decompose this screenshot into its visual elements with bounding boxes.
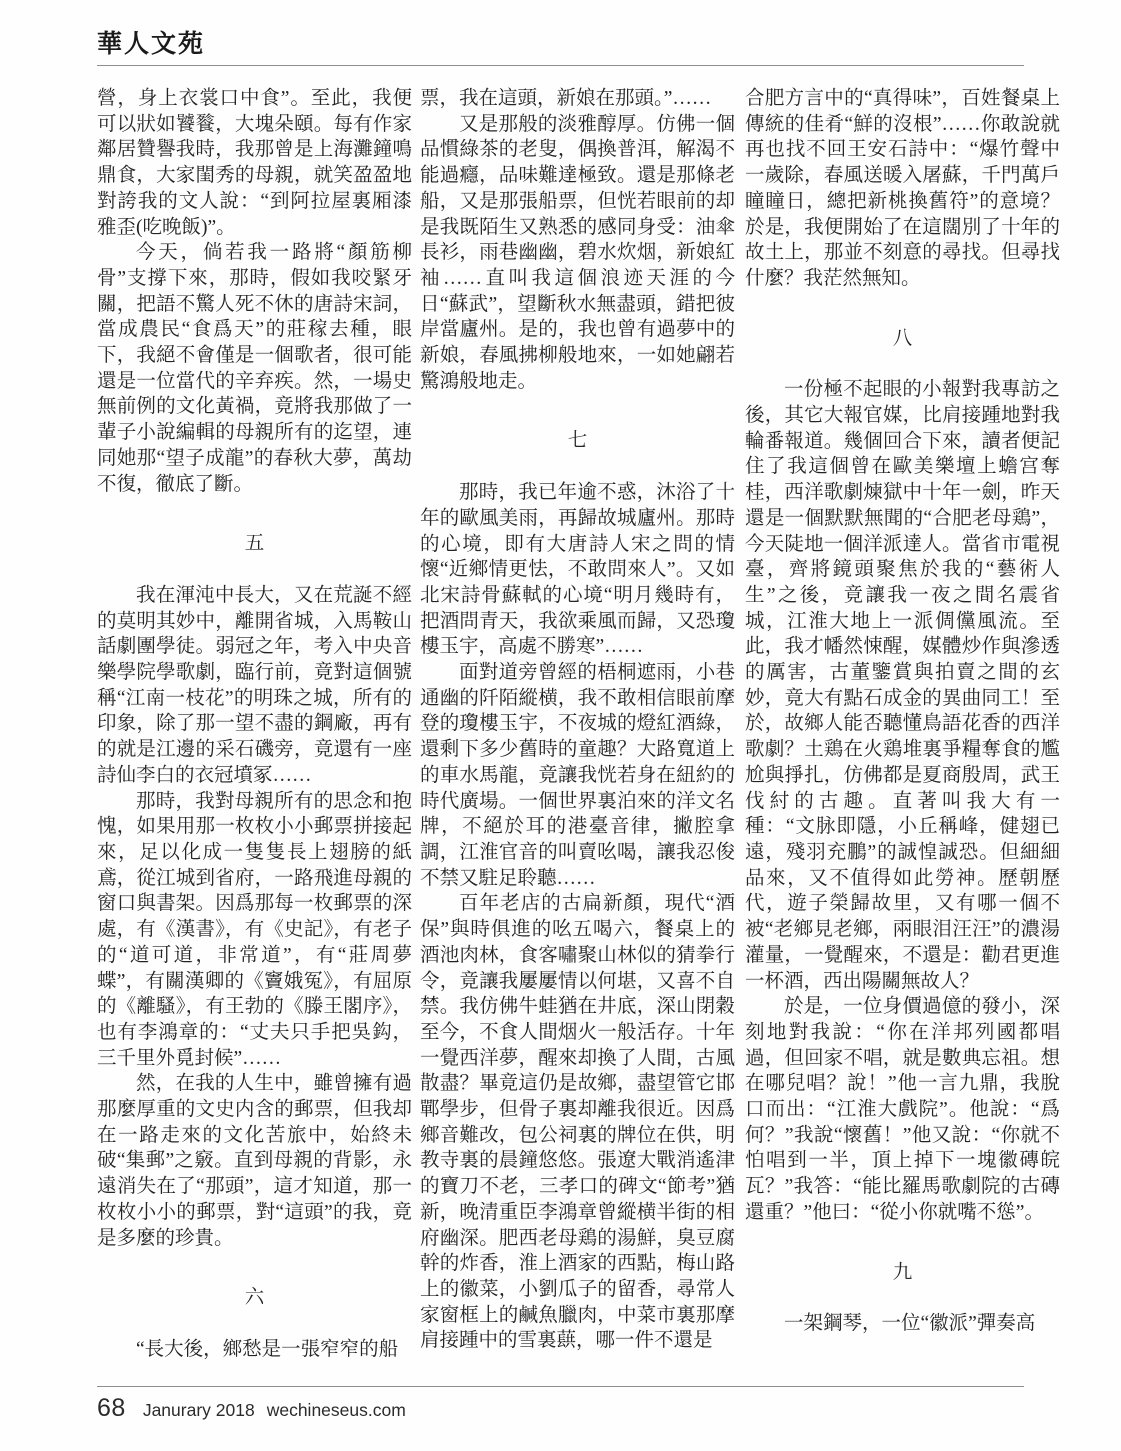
body-paragraph: 那時，我對母親所有的思念和抱愧，如果用那一枚枚小小郵票拼接起來，足以化成一隻隻長上翅膀的紙鳶，從江城到省府，一路飛進母親的窗口與書架。因爲那每一枚郵票的深處，有《漢書》，有《史記》，有老子的“道可道，非常道”，有“莊周夢蝶”，有關漢卿的《竇娥冤》，有屈原的《離騷》，有王勃的《滕王閣序》，也有李鴻章的：“丈夫只手把吳鈎，三千里外覓封候”……: [97, 790, 412, 1069]
body-paragraph: 一份極不起眼的小報對我專訪之後，其它大報官媒，比肩接踵地對我輪番報道。幾個回合下來，讀者便記住了我這個曾在歐美樂壇上蟾宫奪桂，西洋歌劇煉獄中十年一劍，昨天還是一個默默無聞的“合肥老母鶏”，今天陡地一個洋派達人。當省市電視臺，齊將鏡頭聚焦於我的“藝術人生”之後，竟讓我一夜之間名震省城，江淮大地上一派倜儻風流。至此，我才幡然悚醒，媒體炒作與滲透的厲害，古董鑒賞與拍賣之間的玄妙，竟大有點石成金的異曲同工！至於，故鄉人能否聽懂鳥語花香的西洋歌劇？土鶏在火鶏堆裏爭糧奪食的尷尬與掙扎，仿佛都是夏商殷周，武王伐紂的古趣。直著叫我大有一種：“文脉即隱，小丘稱峰，健翅已遠，殘羽充鵬”的誠惶誠恐。但細細品來，又不值得如此勞神。歷朝歷代，遊子榮歸故里，又有哪一個不被“老鄉見老鄉，兩眼泪汪汪”的濃湯灌量，一覺醒來，不還是：勸君更進一杯酒，西出陽關無故人？: [745, 379, 1060, 992]
text-column-2: [420, 86, 735, 1354]
body-paragraph: 於是，一位身價過億的發小，深刻地對我說：“你在洋邦列國都唱過，但回家不唱，就是數典忘祖。想在哪兒唱？說！”他一言九鼎，我脫口而出：“江淮大戲院”。他說：“爲何？”我說“懷舊！”他又說：“你就不怕唱到一半，頂上掉下一塊徽磚皖瓦？”我答：“能比羅馬歌劇院的古磚還重？”他曰：“從小你就嘴不慫”。: [745, 996, 1060, 1223]
page-number: 68: [97, 1394, 126, 1422]
issue-date: Janurary 2018: [142, 1400, 255, 1420]
section-heading: 七: [567, 430, 588, 452]
body-paragraph: “長大後，鄉愁是一張窄窄的船: [136, 1338, 399, 1360]
section-heading: 八: [892, 327, 913, 349]
text-column-1: [97, 86, 412, 1363]
website-url: wechineseus.com: [266, 1400, 406, 1420]
body-paragraph: 我在渾沌中長大，又在荒誕不經的莫明其妙中，離開省城，入馬鞍山話劇團學徒。弱冠之年，考入中央音樂學院學歌劇，臨行前，竟對這個號稱“江南一枝花”的明珠之城，所有的印象，除了那一望不盡的鋼廠，再有的就是江邊的采石磯旁，竟還有一座詩仙李白的衣冠墳冢……: [97, 584, 412, 786]
section-heading: 五: [244, 533, 265, 555]
body-paragraph: 然，在我的人生中，雖曾擁有過那麼厚重的文史内含的郵票，但我却在一路走來的文化苦旅中，始終未破“集郵”之竅。直到母親的背影，永遠消失在了“那頭”，這才知道，那一枚枚小小的郵票，對“這頭”的我，竟是多麼的珍貴。: [97, 1073, 412, 1249]
body-paragraph: 百年老店的古扁新顏，現代“酒保”與時俱進的吆五喝六，餐桌上的酒池肉林，食客嘯聚山林似的猜拳行令，竟讓我屢屢情以何堪，又喜不自禁。我仿佛牛蛙猶在井底，深山閉穀至今，不食人間烟火一般活存。十年一覺西洋夢，醒來却換了人間，古風散盡？畢竟這仍是故鄉，盡望管它邯鄲學步，但骨子裏却離我很近。因爲鄉音難改，包公祠裏的牌位在供，明教寺裏的晨鐘悠悠。張遼大戰消遙津的寶刀不老，三孝口的碑文“節考”猶新，晚清重臣李鴻章曾縱横半街的相府幽深。肥西老母鶏的湯鮮，臭豆腐幹的炸香，淮上酒家的西點，梅山路上的徽菜，小劉瓜子的留香，尋常人家窗框上的鹹魚臘肉，中菜市裏那摩肩接踵中的雪裏蕻，哪一件不還是: [420, 893, 735, 1352]
text-column-3: [745, 86, 1060, 1337]
body-paragraph: 合肥方言中的“真得味”，百姓餐桌上傳統的佳肴“鮮的沒根”……你敢說就再也找不回王安石詩中：“爆竹聲中一歲除，春風送暖入屠蘇，千門萬戶瞳瞳日，總把新桃換舊符”的意境？於是，我便開始了在這闊別了十年的故土上，那並不刻意的尋找。但尋找什麼？我茫然無知。: [745, 88, 1060, 289]
body-paragraph: 營，身上衣裳口中食”。至此，我便可以狀如饕餮，大塊朵頤。每有作家鄰居贊譽我時，我那曾是上海灘鐘鳴鼎食，大家閨秀的母親，就笑盈盈地對誇我的文人說：“到阿拉屋裏厢漆雅歪(吃晚飯)”。: [97, 88, 412, 238]
masthead: [97, 32, 1024, 66]
section-heading: 九: [892, 1261, 913, 1283]
section-heading: 六: [244, 1287, 265, 1309]
body-paragraph: 今天，倘若我一路將“顏筋柳骨”支撐下來，那時，假如我咬緊牙關，把語不驚人死不休的唐詩宋詞，當成農民“食爲天”的莊稼去種，眼下，我絕不會僅是一個歌者，很可能還是一位當代的辛弃疾。然，一場史無前例的文化黃禍，竟將我那做了一輩子小說編輯的母親所有的迄望，連同她那“望子成龍”的春秋大夢，萬劫不復，徹底了斷。: [97, 242, 412, 495]
section-title: 華人文苑: [97, 30, 206, 58]
body-paragraph: 一架鋼琴，一位“徽派”彈奏高: [784, 1313, 1036, 1335]
body-paragraph: 那時，我已年逾不惑，沐浴了十年的歐風美雨，再歸故城廬州。那時的心境，即有大唐詩人宋之問的情懷“近鄉情更怯，不敢問來人”。又如北宋詩骨蘇軾的心境“明月幾時有，把酒問青天，我欲乘風而歸，又恐瓊樓玉宇，高處不勝寒”……: [420, 482, 735, 658]
page-footer: [97, 1386, 1024, 1423]
body-paragraph: 票，我在這頭，新娘在那頭。”……: [420, 88, 712, 109]
body-paragraph: 又是那般的淡雅醇厚。仿佛一個品慣綠茶的老叟，偶換普洱，解渴不能過癮，品味難達極致。還是那條老船，又是那張船票，但恍若眼前的却是我既陌生又熟悉的感同身受：油傘長衫，雨巷幽幽，碧水炊烟，新娘紅袖……直叫我這個浪迹天涯的今日“蘇武”，望斷秋水無盡頭，錯把彼岸當廬州。是的，我也曾有過夢中的新娘，春風拂柳般地來，一如她翩若驚鴻般地走。: [420, 113, 735, 392]
body-paragraph: 面對道旁曾經的梧桐遮雨，小巷通幽的阡陌縱横，我不敢相信眼前摩登的瓊樓玉宇，不夜城的燈紅酒綠，還剩下多少舊時的童趣？大路寬道上的車水馬龍，竟讓我恍若身在紐約的時代廣場。一個世界裏泊來的洋文名牌，不絕於耳的港臺音律，撇腔拿調，江淮官音的叫賣吆喝，讓我忍俊不禁又駐足聆聽……: [420, 662, 735, 889]
